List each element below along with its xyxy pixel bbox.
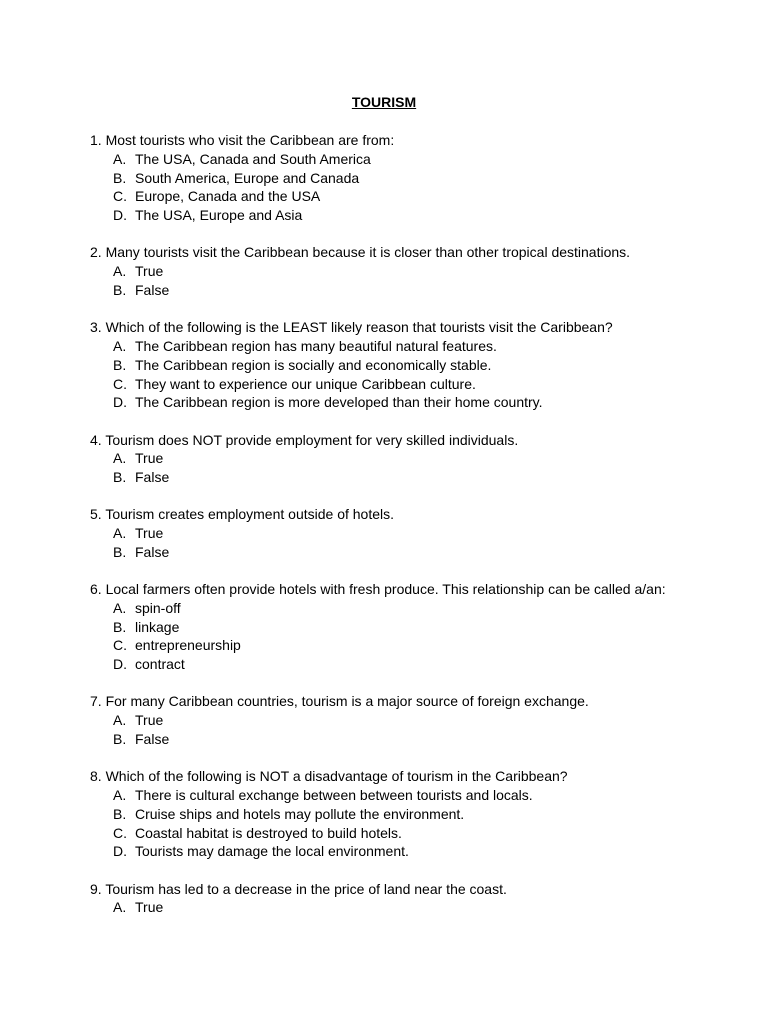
option-letter: B.	[113, 731, 127, 748]
answer-option	[90, 842, 750, 861]
answer-option	[90, 599, 750, 618]
option-text: Europe, Canada and the USA	[135, 188, 321, 205]
answer-option	[90, 337, 750, 356]
answer-option	[90, 655, 750, 674]
question-1	[90, 131, 750, 225]
option-text: The Caribbean region is more developed than their home country.	[135, 394, 543, 411]
option-letter: A.	[113, 712, 127, 729]
page-title: TOURISM	[351, 94, 417, 110]
option-text: The Caribbean region has many beautiful natural features.	[135, 337, 497, 354]
question-7	[90, 692, 750, 748]
option-text: South America, Europe and Canada	[135, 169, 360, 186]
option-letter: B.	[113, 281, 127, 298]
answer-option	[90, 356, 750, 375]
answer-option	[90, 524, 750, 543]
option-text: False	[135, 731, 170, 748]
option-text: False	[135, 543, 170, 560]
answer-options	[90, 711, 750, 749]
option-letter: B.	[113, 356, 127, 373]
option-text: False	[135, 469, 170, 486]
option-text: spin-off	[135, 599, 181, 616]
answer-options	[90, 262, 750, 300]
answer-options	[90, 150, 750, 225]
option-text: linkage	[135, 618, 180, 635]
answer-option	[90, 711, 750, 730]
option-letter: B.	[113, 543, 127, 560]
option-letter: A.	[113, 150, 127, 167]
answer-option	[90, 786, 750, 805]
option-letter: B.	[113, 469, 127, 486]
answer-options	[90, 599, 750, 674]
answer-option	[90, 281, 750, 300]
option-text: Tourists may damage the local environment.	[135, 843, 409, 860]
answer-option	[90, 150, 750, 169]
option-text: entrepreneurship	[135, 637, 241, 654]
answer-option	[90, 393, 750, 412]
question-text: 1. Most tourists who visit the Caribbean are from:	[90, 132, 395, 148]
answer-option	[90, 206, 750, 225]
answer-option	[90, 618, 750, 637]
option-text: Cruise ships and hotels may pollute the environment.	[135, 805, 465, 822]
option-text: True	[135, 450, 164, 467]
question-text: 7. For many Caribbean countries, tourism is a major source of foreign exchange.	[90, 693, 589, 710]
option-letter: C.	[113, 824, 127, 841]
option-text: False	[135, 281, 170, 298]
question-text: 6. Local farmers often provide hotels with fresh produce. This relationship can be called a/an:	[90, 581, 666, 598]
answer-option	[90, 730, 750, 749]
question-text: 5. Tourism creates employment outside of hotels.	[90, 506, 395, 523]
question-6	[90, 580, 750, 674]
answer-options	[90, 524, 750, 562]
option-text: There is cultural exchange between between tourists and locals.	[135, 787, 533, 804]
answer-option	[90, 468, 750, 487]
question-text: 4. Tourism does NOT provide employment for very skilled individuals.	[90, 431, 519, 448]
option-text: Coastal habitat is destroyed to build hotels.	[135, 824, 402, 841]
answer-option	[90, 449, 750, 468]
option-letter: A.	[113, 787, 127, 804]
option-text: The USA, Canada and South America	[135, 150, 371, 167]
option-letter: B.	[113, 618, 127, 635]
option-text: True	[135, 899, 164, 916]
question-text: 9. Tourism has led to a decrease in the price of land near the coast.	[90, 880, 507, 897]
option-letter: D.	[113, 394, 127, 411]
option-letter: D.	[113, 843, 127, 860]
question-text: 2. Many tourists visit the Caribbean because it is closer than other tropical destinations.	[90, 244, 631, 261]
option-text: The Caribbean region is socially and economically stable.	[135, 356, 492, 373]
option-letter: A.	[113, 525, 127, 542]
option-text: They want to experience our unique Caribbean culture.	[135, 375, 476, 392]
question-5	[90, 505, 750, 561]
option-letter: A.	[113, 899, 127, 916]
question-list	[90, 131, 750, 936]
option-letter: D.	[113, 207, 127, 224]
option-letter: A.	[113, 263, 127, 280]
question-text: 8. Which of the following is NOT a disadvantage of tourism in the Caribbean?	[90, 768, 568, 785]
question-3	[90, 318, 750, 412]
option-text: True	[135, 263, 164, 280]
option-letter: C.	[113, 375, 127, 392]
question-text: 3. Which of the following is the LEAST likely reason that tourists visit the Caribbean?	[90, 319, 613, 336]
option-letter: D.	[113, 656, 127, 673]
question-8	[90, 767, 750, 861]
question-4	[90, 431, 750, 487]
option-letter: C.	[113, 637, 127, 654]
option-letter: B.	[113, 805, 127, 822]
question-9	[90, 880, 750, 918]
answer-option	[90, 375, 750, 394]
option-letter: A.	[113, 599, 127, 616]
answer-option	[90, 824, 750, 843]
option-letter: A.	[113, 337, 127, 354]
answer-option	[90, 169, 750, 188]
answer-options	[90, 449, 750, 487]
option-text: The USA, Europe and Asia	[135, 207, 303, 224]
answer-option	[90, 187, 750, 206]
option-letter: C.	[113, 188, 127, 205]
question-2	[90, 243, 750, 299]
option-text: True	[135, 712, 164, 729]
option-letter: B.	[113, 169, 127, 186]
option-text: contract	[135, 656, 185, 673]
answer-options	[90, 786, 750, 861]
answer-options	[90, 337, 750, 412]
answer-option	[90, 805, 750, 824]
answer-option	[90, 636, 750, 655]
answer-option	[90, 262, 750, 281]
option-text: True	[135, 525, 164, 542]
option-letter: A.	[113, 450, 127, 467]
answer-options	[90, 898, 750, 917]
answer-option	[90, 543, 750, 562]
answer-option	[90, 898, 750, 917]
